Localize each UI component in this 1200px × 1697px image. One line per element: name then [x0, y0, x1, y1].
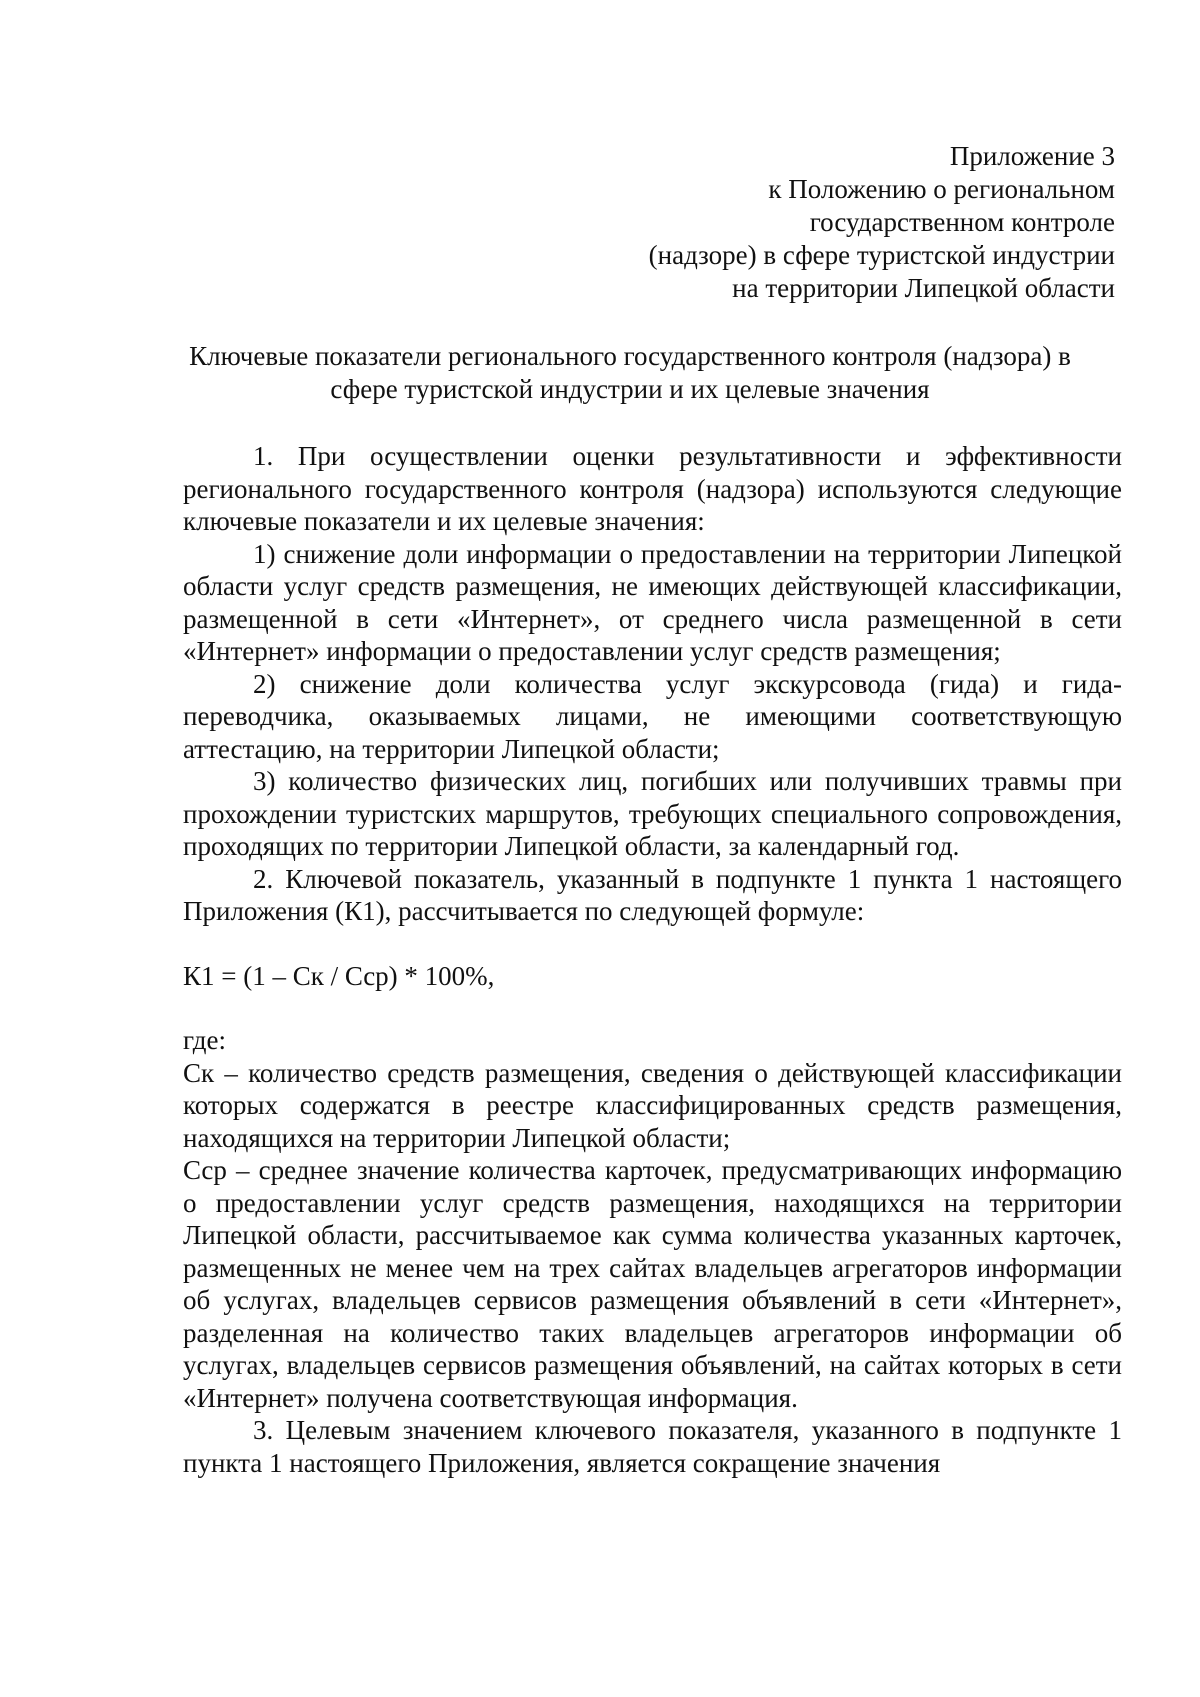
paragraph-1: 1. При осуществлении оценки результативности и эффективности регионального государственного контроля (надзора) используются следующие ключевые показатели и их целевые значения:: [183, 441, 1122, 536]
title-line: Ключевые показатели регионального государственного контроля (надзора) в: [189, 341, 1071, 371]
document-title: [150, 340, 1110, 406]
appendix-ref-line: к Положению о региональном: [768, 174, 1115, 204]
paragraph-2: 2. Ключевой показатель, указанный в подпункте 1 пункта 1 настоящего Приложения (К1), рассчитывается по следующей формуле:: [183, 863, 1122, 926]
title-line: сфере туристской индустрии и их целевые значения: [330, 374, 930, 404]
subparagraph-3: 3) количество физических лиц, погибших или получивших травмы при прохождении туристских маршрутов, требующих специального сопровождения, проходящих по территории Липецкой области, за календарный год.: [183, 766, 1122, 861]
appendix-ref-line: на территории Липецкой области: [732, 273, 1115, 303]
paragraph-3: 3. Целевым значением ключевого показателя, указанного в подпункте 1 пункта 1 настоящего Приложения, является сокращение значения: [183, 1415, 1122, 1478]
subparagraph-1: 1) снижение доли информации о предоставлении на территории Липецкой области услуг средств размещения, не имеющих действующей классификации, размещенной в сети «Интернет», от среднего числа размещенной в сети «Интернет» информации о предоставлении услуг средств размещения;: [183, 538, 1122, 666]
definition-ck: Ск – количество средств размещения, сведения о действующей классификации которых содержатся в реестре классифицированных средств размещения, находящихся на территории Липецкой области;: [183, 1057, 1122, 1153]
where-label: где:: [183, 1025, 226, 1055]
formula-k1: К1 = (1 – Ск / Сср) * 100%,: [183, 960, 495, 991]
subparagraph-2: 2) снижение доли количества услуг экскурсовода (гида) и гида-переводчика, оказываемых лицами, не имеющими соответствующую аттестацию, на территории Липецкой области;: [183, 668, 1122, 764]
appendix-number: Приложение 3: [949, 141, 1115, 171]
definition-csr: Сср – среднее значение количества карточек, предусматривающих информацию о предоставлении услуг средств размещения, находящихся на территории Липецкой области, рассчитываемое как сумма количества указанных карточек, размещенных не менее чем на трех сайтах владельцев агрегаторов информации об услугах, владельцев сервисов размещения объявлений в сети «Интернет», разделенная на количество таких владельцев агрегаторов информации об услугах, владельцев сервисов размещения объявлений, на сайтах которых в сети «Интернет» получена соответствующая информация.: [183, 1155, 1122, 1413]
document-body: [183, 440, 1122, 1479]
appendix-header: [415, 140, 1115, 305]
appendix-ref-line: (надзоре) в сфере туристской индустрии: [648, 240, 1115, 270]
appendix-ref-line: государственном контроле: [809, 207, 1115, 237]
